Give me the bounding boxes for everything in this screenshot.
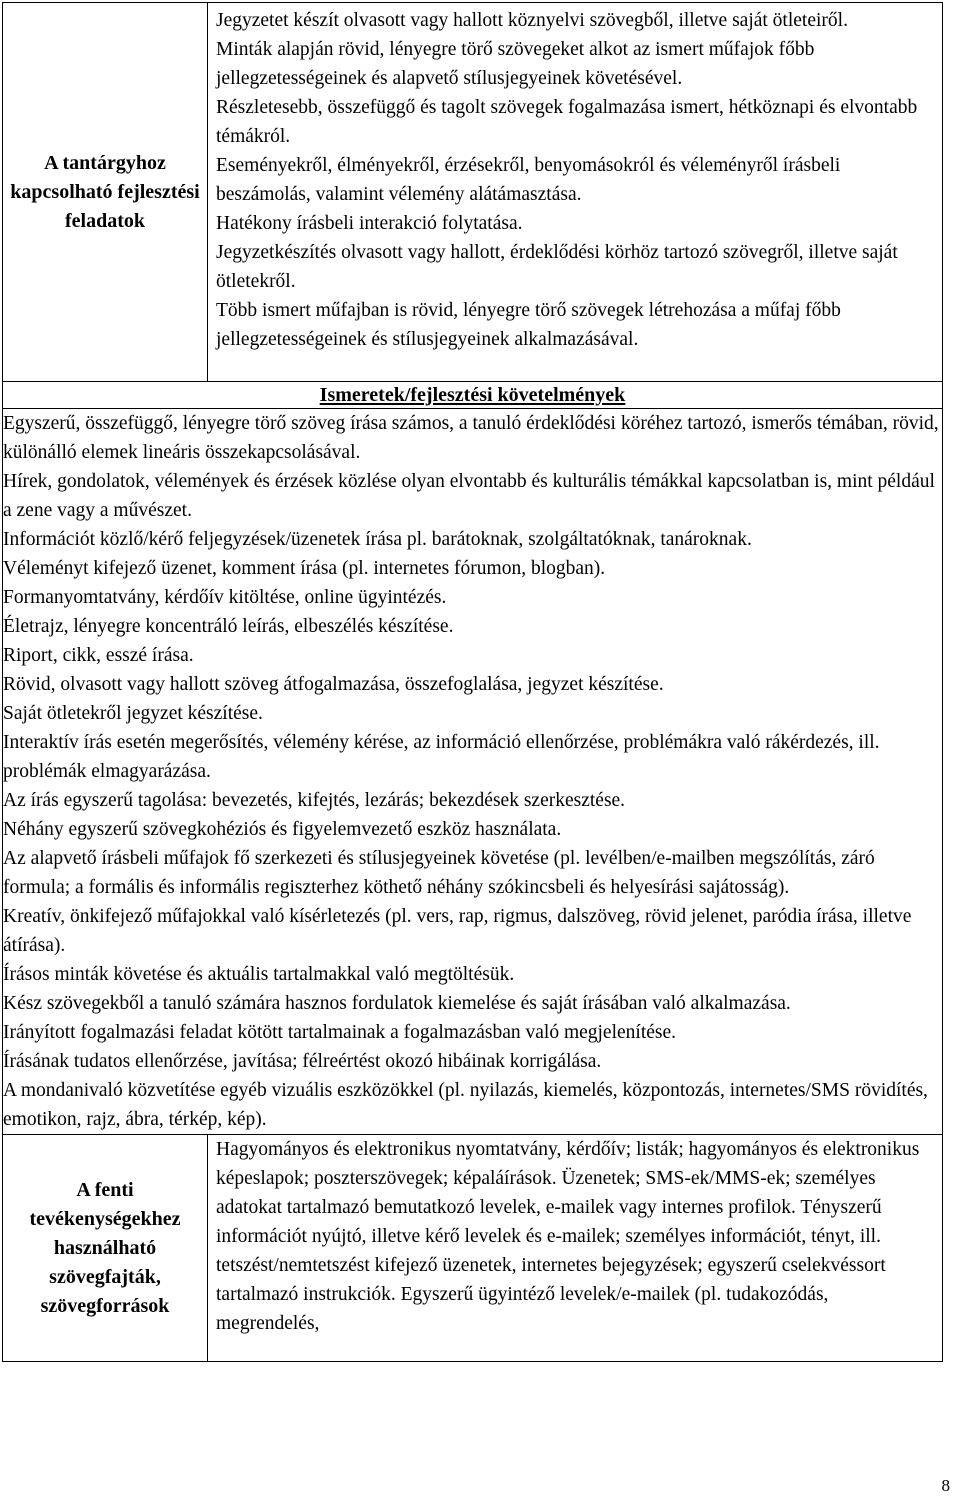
dev-task-item: Hatékony írásbeli interakció folytatása.	[216, 213, 523, 234]
requirements-heading-text: Ismeretek/fejlesztési követelmények	[319, 384, 626, 406]
dev-task-item: Jegyzetkészítés olvasott vagy hallott, érdeklődési körhöz tartozó szövegről, illetve saját ötletekről.	[216, 242, 898, 292]
dev-task-item: Több ismert műfajban is rövid, lényegre törő szövegek létrehozása a műfaj főbb jellegzetességeinek és stílusjegyeinek alkalmazásával.	[216, 300, 841, 350]
requirement-item: A mondanivaló közvetítése egyéb vizuális eszközökkel (pl. nyilazás, kiemelés, központozás, internetes/SMS rövidítés, emotikon, rajz, ábra, térkép, kép).	[3, 1080, 928, 1130]
page-number: 8	[941, 1476, 950, 1495]
requirement-item: Írásának tudatos ellenőrzése, javítása; félreértést okozó hibáinak korrigálása.	[3, 1051, 602, 1072]
text-types-content: Hagyományos és elektronikus nyomtatvány, kérdőív; listák; hagyományos és elektronikus képeslapok; poszterszövegek; képaláírások. Üzenetek; SMS-ek/MMS-ek; személyes adatokat tartalmazó bemutatkozó levelek, e-mailek vagy internes profilok. Tényszerű információt nyújtó, illetve kérő levelek és e-mailek; személyes információt, tényt, ill. tetszést/nemtetszést kifejező üzenetek, internetes bejegyzések; egyszerű cselekvéssort tartalmazó instrukciók. Egyszerű ügyintéző levelek/e-mailek (pl. tudakozódás, megrendelés,	[208, 1135, 943, 1362]
text-types-label: A fenti tevékenységekhez használható szövegfajták, szövegforrások	[3, 1135, 208, 1362]
requirement-item: Irányított fogalmazási feladat kötött tartalmainak a fogalmazásban való megjelenítése.	[3, 1022, 677, 1043]
requirement-item: Az alapvető írásbeli műfajok fő szerkezeti és stílusjegyeinek követése (pl. levélben/e-mailben megszólítás, záró formula; a formális és informális regiszterhez köthető néhány szókincsbeli és helyesírási sajátosság).	[3, 848, 875, 898]
requirement-item: Kreatív, önkifejező műfajokkal való kísérletezés (pl. vers, rap, rigmus, dalszöveg, rövid jelenet, paródia írása, illetve átírása).	[3, 906, 912, 956]
requirement-item: Interaktív írás esetén megerősítés, vélemény kérése, az információ ellenőrzése, problémákra való rákérdezés, ill. problémák elmagyarázása.	[3, 732, 880, 782]
requirement-item: Riport, cikk, esszé írása.	[3, 645, 194, 666]
requirement-item: Saját ötletekről jegyzet készítése.	[3, 703, 263, 724]
requirement-item: Egyszerű, összefüggő, lényegre törő szöveg írása számos, a tanuló érdeklődési köréhez tartozó, ismerős témában, rövid, különálló elemek lineáris összekapcsolásával.	[3, 413, 939, 463]
dev-task-item: Részletesebb, összefüggő és tagolt szövegek fogalmazása ismert, hétköznapi és elvontabb témákról.	[216, 97, 918, 147]
text-types-row	[3, 1135, 943, 1362]
requirement-item: Hírek, gondolatok, vélemények és érzések közlése olyan elvontabb és kulturális témákkal kapcsolatban is, mint például a zene vagy a művészet.	[3, 471, 935, 521]
dev-tasks-label: A tantárgyhoz kapcsolható fejlesztési feladatok	[3, 3, 208, 382]
requirement-item: Véleményt kifejező üzenet, komment írása (pl. internetes fórumon, blogban).	[3, 558, 606, 579]
requirement-item: Rövid, olvasott vagy hallott szöveg átfogalmazása, összefoglalása, jegyzet készítése.	[3, 674, 664, 695]
requirement-item: Néhány egyszerű szövegkohéziós és figyelemvezető eszköz használata.	[3, 819, 562, 840]
requirements-content	[3, 409, 943, 1135]
requirement-item: Életrajz, lényegre koncentráló leírás, elbeszélés készítése.	[3, 616, 454, 637]
requirement-item: Az írás egyszerű tagolása: bevezetés, kifejtés, lezárás; bekezdések szerkesztése.	[3, 790, 626, 811]
requirement-item: Írásos minták követése és aktuális tartalmakkal való megtöltésük.	[3, 964, 515, 985]
dev-task-item: Minták alapján rövid, lényegre törő szövegeket alkot az ismert műfajok főbb jellegzetességeinek és alapvető stílusjegyeinek követésével.	[216, 39, 815, 89]
dev-tasks-content	[208, 3, 943, 382]
requirements-row	[3, 409, 943, 1135]
requirement-item: Formanyomtatvány, kérdőív kitöltése, online ügyintézés.	[3, 587, 447, 608]
requirements-header-row	[3, 382, 943, 409]
requirement-item: Információt közlő/kérő feljegyzések/üzenetek írása pl. barátoknak, szolgáltatóknak, tanároknak.	[3, 529, 752, 550]
requirements-heading	[3, 382, 943, 409]
dev-tasks-row	[3, 3, 943, 382]
dev-task-item: Eseményekről, élményekről, érzésekről, benyomásokról és véleményről írásbeli beszámolás, valamint vélemény alátámasztása.	[216, 155, 841, 205]
dev-task-item: Jegyzetet készít olvasott vagy hallott köznyelvi szövegből, illetve saját ötleteiről.	[216, 10, 848, 31]
curriculum-table	[2, 2, 943, 1362]
requirement-item: Kész szövegekből a tanuló számára hasznos fordulatok kiemelése és saját írásában való alkalmazása.	[3, 993, 791, 1014]
